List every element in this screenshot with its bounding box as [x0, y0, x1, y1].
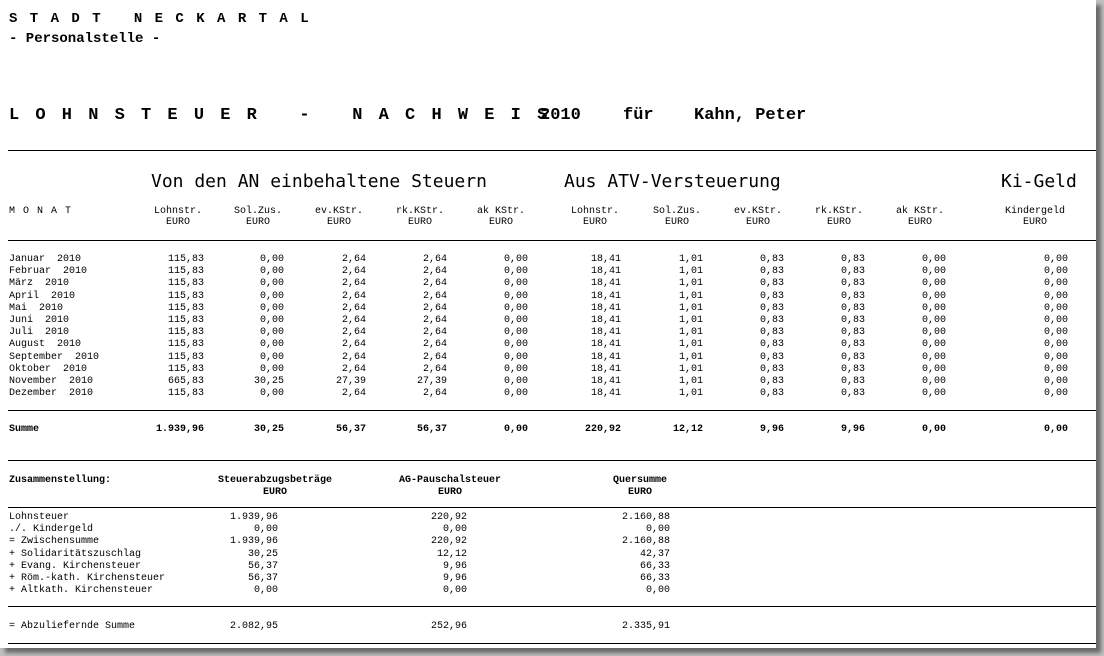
zusammen-total-value: 252,96 — [430, 621, 467, 632]
divider — [8, 507, 1096, 508]
section-kigeld: Ki-Geld — [1001, 171, 1077, 192]
row-value: 18,41 — [590, 388, 621, 399]
summe-value: 56,37 — [416, 424, 447, 435]
row-value: 2,64 — [341, 327, 366, 338]
row-value: 2,64 — [422, 352, 447, 363]
col-header-unit: EURO — [826, 217, 851, 228]
row-month: März 2010 — [9, 278, 70, 289]
row-value: 1,01 — [678, 278, 703, 289]
row-value: 0,83 — [840, 266, 865, 277]
row-value: 18,41 — [590, 266, 621, 277]
row-value: 1,01 — [678, 376, 703, 387]
zusammen-row-value: 66,33 — [639, 561, 670, 572]
col-monat: M O N A T — [9, 206, 73, 217]
row-value: 0,00 — [1043, 376, 1068, 387]
row-value: 1,01 — [678, 339, 703, 350]
report-year: 2010 — [540, 106, 581, 125]
zusammen-row-label: + Solidaritätszuschlag — [9, 549, 142, 560]
row-value: 0,00 — [1043, 278, 1068, 289]
row-value: 115,83 — [167, 364, 204, 375]
row-value: 0,83 — [759, 266, 784, 277]
row-value: 0,00 — [921, 388, 946, 399]
row-value: 0,00 — [503, 254, 528, 265]
row-value: 0,83 — [759, 388, 784, 399]
row-value: 2,64 — [422, 364, 447, 375]
zusammen-row-value: 9,96 — [442, 573, 467, 584]
row-value: 0,83 — [840, 315, 865, 326]
col-header-lohnstr: Lohnstr. — [570, 206, 619, 217]
row-value: 0,00 — [1043, 327, 1068, 338]
col-header-unit: EURO — [1022, 217, 1047, 228]
section-an: Von den AN einbehaltene Steuern — [151, 171, 487, 192]
zusammen-row-value: 220,92 — [430, 536, 467, 547]
col-header-unit: EURO — [488, 217, 513, 228]
row-value: 27,39 — [416, 376, 447, 387]
divider — [8, 410, 1096, 411]
row-value: 2,64 — [341, 339, 366, 350]
row-value: 0,83 — [840, 278, 865, 289]
col-header-akkstr: ak KStr. — [476, 206, 525, 217]
row-value: 2,64 — [341, 352, 366, 363]
col-header-kindergeld: Kindergeld — [1004, 206, 1065, 217]
zusammen-row-value: 2.160,88 — [621, 512, 670, 523]
zusammen-col2: AG-Pauschalsteuer — [398, 475, 502, 486]
row-value: 0,00 — [259, 315, 284, 326]
row-value: 115,83 — [167, 291, 204, 302]
row-value: 0,83 — [840, 291, 865, 302]
row-value: 0,83 — [759, 315, 784, 326]
zusammen-row-value: 0,00 — [645, 585, 670, 596]
row-value: 0,00 — [259, 278, 284, 289]
row-value: 0,00 — [259, 254, 284, 265]
row-value: 0,00 — [921, 315, 946, 326]
zusammen-row-value: 0,00 — [253, 585, 278, 596]
summe-label: Summe — [9, 424, 40, 435]
divider — [8, 606, 1096, 607]
divider — [8, 240, 1096, 241]
row-value: 0,00 — [1043, 266, 1068, 277]
department: - Personalstelle - — [9, 31, 161, 47]
row-value: 30,25 — [253, 376, 284, 387]
row-month: August 2010 — [9, 339, 82, 350]
zusammen-row-value: 1.939,96 — [229, 512, 278, 523]
zusammen-row-label: + Evang. Kirchensteuer — [9, 561, 142, 572]
row-value: 1,01 — [678, 388, 703, 399]
row-value: 0,00 — [503, 364, 528, 375]
row-value: 18,41 — [590, 315, 621, 326]
row-value: 18,41 — [590, 278, 621, 289]
row-value: 0,00 — [921, 376, 946, 387]
row-value: 2,64 — [341, 266, 366, 277]
col-header-solzus: Sol.Zus. — [652, 206, 701, 217]
row-value: 115,83 — [167, 352, 204, 363]
col-header-unit: EURO — [907, 217, 932, 228]
col-header-unit: EURO — [664, 217, 689, 228]
zusammen-row-value: 1.939,96 — [229, 536, 278, 547]
zusammen-row-value: 56,37 — [247, 561, 278, 572]
row-value: 115,83 — [167, 303, 204, 314]
row-value: 0,00 — [921, 278, 946, 289]
org-name: S T A D T N E C K A R T A L — [9, 11, 311, 27]
row-value: 0,83 — [840, 327, 865, 338]
row-value: 18,41 — [590, 364, 621, 375]
row-month: Dezember 2010 — [9, 388, 94, 399]
row-month: Juni 2010 — [9, 315, 70, 326]
row-value: 18,41 — [590, 303, 621, 314]
row-value: 115,83 — [167, 327, 204, 338]
zusammen-row-label: + Altkath. Kirchensteuer — [9, 585, 154, 596]
zusammen-row-value: 0,00 — [645, 524, 670, 535]
row-value: 0,83 — [840, 352, 865, 363]
zusammen-col1: Steuerabzugsbeträge — [217, 475, 333, 486]
row-value: 0,00 — [1043, 303, 1068, 314]
row-value: 1,01 — [678, 352, 703, 363]
zusammen-row-value: 30,25 — [247, 549, 278, 560]
row-value: 2,64 — [341, 303, 366, 314]
row-value: 0,83 — [840, 364, 865, 375]
row-value: 27,39 — [335, 376, 366, 387]
row-month: September 2010 — [9, 352, 100, 363]
row-value: 1,01 — [678, 364, 703, 375]
row-value: 1,01 — [678, 266, 703, 277]
employee-name: Kahn, Peter — [694, 106, 807, 125]
row-value: 0,00 — [1043, 291, 1068, 302]
row-value: 0,00 — [503, 278, 528, 289]
row-value: 0,00 — [503, 327, 528, 338]
row-value: 665,83 — [167, 376, 204, 387]
row-value: 0,00 — [921, 339, 946, 350]
zusammen-row-value: 220,92 — [430, 512, 467, 523]
row-value: 0,00 — [503, 352, 528, 363]
zusammen-row-value: 0,00 — [442, 585, 467, 596]
row-value: 18,41 — [590, 352, 621, 363]
row-value: 1,01 — [678, 327, 703, 338]
col-header-solzus: Sol.Zus. — [233, 206, 282, 217]
row-value: 115,83 — [167, 339, 204, 350]
row-value: 2,64 — [422, 278, 447, 289]
zusammen-row-value: 42,37 — [639, 549, 670, 560]
row-value: 1,01 — [678, 303, 703, 314]
row-value: 0,00 — [503, 315, 528, 326]
row-value: 2,64 — [341, 254, 366, 265]
zusammen-total-label: = Abzuliefernde Summe — [9, 621, 136, 632]
zusammen-row-label: ./. Kindergeld — [9, 524, 94, 535]
row-value: 0,83 — [840, 254, 865, 265]
row-month: Mai 2010 — [9, 303, 64, 314]
col-header-evkstr: ev.KStr. — [314, 206, 363, 217]
section-atv: Aus ATV-Versteuerung — [564, 171, 781, 192]
row-value: 2,64 — [422, 266, 447, 277]
summe-value: 220,92 — [584, 424, 621, 435]
zusammen-row-value: 9,96 — [442, 561, 467, 572]
summe-value: 56,37 — [335, 424, 366, 435]
row-value: 2,64 — [422, 327, 447, 338]
summe-value: 9,96 — [840, 424, 865, 435]
row-value: 0,83 — [759, 303, 784, 314]
row-value: 0,00 — [921, 327, 946, 338]
zusammen-row-value: 66,33 — [639, 573, 670, 584]
row-value: 0,00 — [1043, 388, 1068, 399]
col-header-unit: EURO — [745, 217, 770, 228]
summe-value: 30,25 — [253, 424, 284, 435]
row-value: 115,83 — [167, 254, 204, 265]
summe-value: 0,00 — [921, 424, 946, 435]
row-value: 0,00 — [1043, 352, 1068, 363]
row-value: 0,00 — [259, 303, 284, 314]
row-value: 2,64 — [422, 303, 447, 314]
row-value: 2,64 — [422, 388, 447, 399]
row-value: 0,00 — [1043, 254, 1068, 265]
row-value: 1,01 — [678, 254, 703, 265]
row-value: 0,83 — [759, 254, 784, 265]
zusammen-row-value: 0,00 — [253, 524, 278, 535]
zusammen-col1-unit: EURO — [262, 487, 287, 498]
zusammen-row-label: + Röm.-kath. Kirchensteuer — [9, 573, 166, 584]
row-value: 0,00 — [259, 327, 284, 338]
row-value: 0,00 — [503, 303, 528, 314]
row-month: Februar 2010 — [9, 266, 88, 277]
row-value: 0,83 — [840, 339, 865, 350]
row-value: 0,83 — [840, 376, 865, 387]
zusammen-col3: Quersumme — [612, 475, 667, 486]
row-value: 115,83 — [167, 266, 204, 277]
row-value: 0,00 — [921, 303, 946, 314]
row-value: 0,83 — [759, 291, 784, 302]
row-value: 18,41 — [590, 376, 621, 387]
row-value: 0,00 — [259, 364, 284, 375]
row-month: Januar 2010 — [9, 254, 82, 265]
row-value: 0,83 — [840, 303, 865, 314]
row-value: 0,00 — [503, 376, 528, 387]
row-value: 2,64 — [341, 278, 366, 289]
row-value: 0,00 — [1043, 339, 1068, 350]
row-value: 0,83 — [759, 376, 784, 387]
row-month: Juli 2010 — [9, 327, 70, 338]
row-month: November 2010 — [9, 376, 94, 387]
row-value: 0,00 — [921, 364, 946, 375]
row-value: 0,00 — [259, 339, 284, 350]
zusammen-total-value: 2.335,91 — [621, 621, 670, 632]
row-month: Oktober 2010 — [9, 364, 88, 375]
row-value: 18,41 — [590, 339, 621, 350]
row-value: 0,00 — [503, 291, 528, 302]
row-value: 115,83 — [167, 278, 204, 289]
summe-value: 12,12 — [672, 424, 703, 435]
zusammen-row-value: 0,00 — [442, 524, 467, 535]
zusammen-row-value: 56,37 — [247, 573, 278, 584]
row-value: 0,83 — [840, 388, 865, 399]
col-header-rkkstr: rk.KStr. — [395, 206, 444, 217]
zusammen-label: Zusammenstellung: — [9, 475, 112, 486]
zusammen-row-value: 12,12 — [436, 549, 467, 560]
row-value: 0,83 — [759, 352, 784, 363]
summe-value: 9,96 — [759, 424, 784, 435]
col-header-unit: EURO — [582, 217, 607, 228]
col-header-unit: EURO — [245, 217, 270, 228]
row-value: 1,01 — [678, 291, 703, 302]
zusammen-col2-unit: EURO — [437, 487, 462, 498]
row-value: 0,83 — [759, 339, 784, 350]
row-value: 0,00 — [921, 254, 946, 265]
row-value: 2,64 — [422, 254, 447, 265]
report-fuer: für — [623, 106, 654, 125]
summe-value: 0,00 — [1043, 424, 1068, 435]
divider — [8, 643, 1096, 644]
row-value: 2,64 — [341, 364, 366, 375]
zusammen-row-label: Lohnsteuer — [9, 512, 70, 523]
row-value: 2,64 — [341, 388, 366, 399]
col-header-lohnstr: Lohnstr. — [153, 206, 202, 217]
row-value: 0,00 — [503, 339, 528, 350]
row-value: 115,83 — [167, 388, 204, 399]
row-value: 18,41 — [590, 254, 621, 265]
row-value: 0,00 — [259, 388, 284, 399]
report-title: L O H N S T E U E R - N A C H W E I S — [9, 106, 551, 125]
row-value: 0,00 — [503, 388, 528, 399]
row-value: 0,83 — [759, 364, 784, 375]
row-value: 18,41 — [590, 291, 621, 302]
col-header-unit: EURO — [407, 217, 432, 228]
row-value: 2,64 — [422, 291, 447, 302]
row-value: 2,64 — [341, 315, 366, 326]
divider — [8, 460, 1096, 461]
row-value: 18,41 — [590, 327, 621, 338]
divider — [8, 150, 1096, 151]
summe-value: 0,00 — [503, 424, 528, 435]
col-header-rkkstr: rk.KStr. — [814, 206, 863, 217]
col-header-unit: EURO — [165, 217, 190, 228]
row-value: 0,00 — [921, 291, 946, 302]
row-month: April 2010 — [9, 291, 76, 302]
row-value: 0,00 — [259, 266, 284, 277]
row-value: 2,64 — [422, 339, 447, 350]
row-value: 0,83 — [759, 327, 784, 338]
row-value: 0,00 — [259, 352, 284, 363]
row-value: 0,00 — [259, 291, 284, 302]
zusammen-row-value: 2.160,88 — [621, 536, 670, 547]
zusammen-total-value: 2.082,95 — [229, 621, 278, 632]
col-header-unit: EURO — [326, 217, 351, 228]
row-value: 0,00 — [503, 266, 528, 277]
row-value: 1,01 — [678, 315, 703, 326]
summe-value: 1.939,96 — [155, 424, 204, 435]
row-value: 2,64 — [341, 291, 366, 302]
row-value: 115,83 — [167, 315, 204, 326]
col-header-evkstr: ev.KStr. — [733, 206, 782, 217]
row-value: 0,00 — [921, 266, 946, 277]
zusammen-col3-unit: EURO — [627, 487, 652, 498]
row-value: 0,00 — [1043, 364, 1068, 375]
zusammen-row-label: = Zwischensumme — [9, 536, 100, 547]
row-value: 0,00 — [921, 352, 946, 363]
row-value: 2,64 — [422, 315, 447, 326]
row-value: 0,83 — [759, 278, 784, 289]
row-value: 0,00 — [1043, 315, 1068, 326]
col-header-akkstr: ak KStr. — [895, 206, 944, 217]
